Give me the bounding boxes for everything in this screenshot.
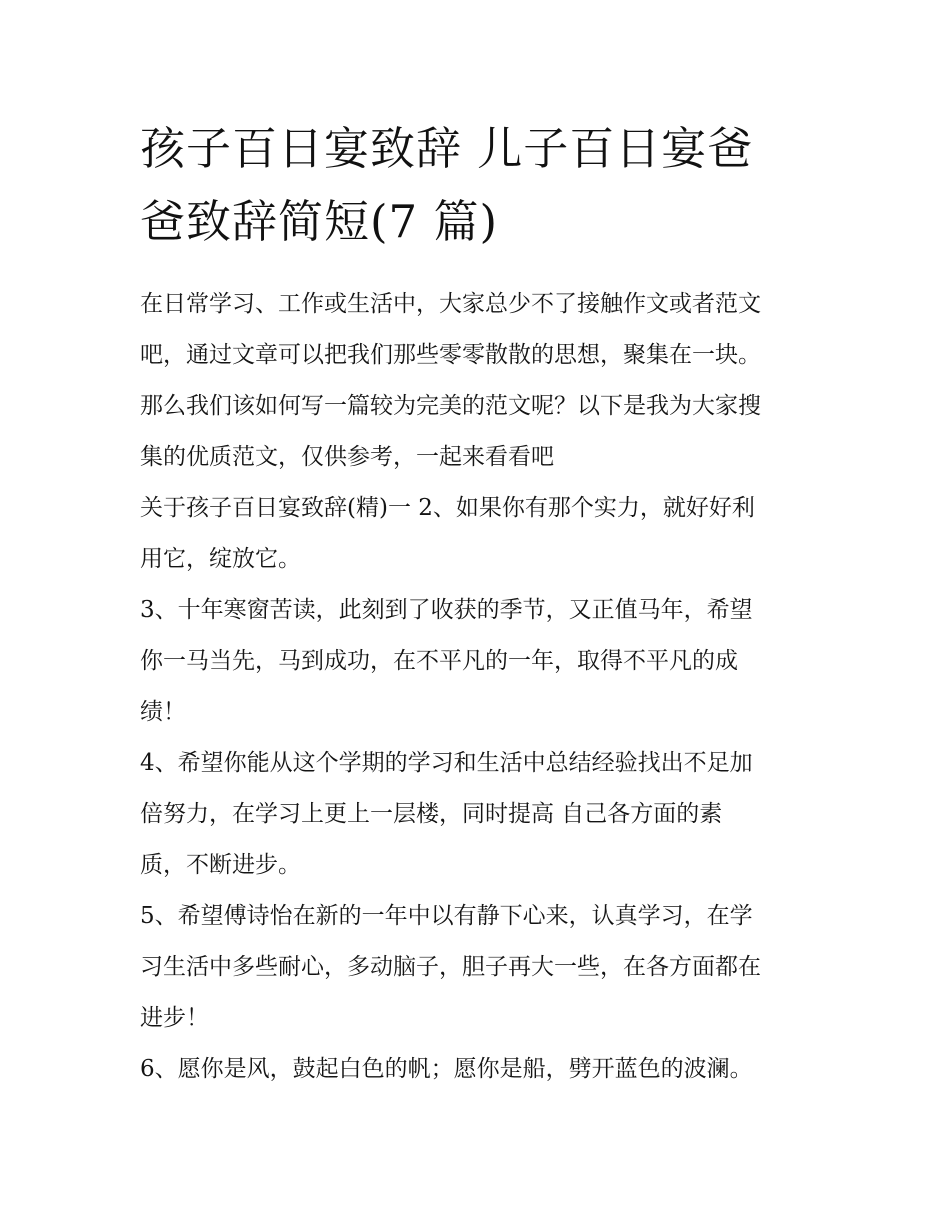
item-paragraph-6	[140, 1044, 812, 1095]
text-line: 进步！	[140, 1005, 209, 1031]
document-content	[140, 112, 812, 1095]
text-line: 6、愿你是风，鼓起白色的帆；愿你是船，劈开蓝色的波澜。	[140, 1056, 753, 1082]
text-line: 那么我们该如何写一篇较为完美的范文呢？以下是我为大家搜	[140, 393, 761, 419]
text-line: 倍努力，在学习上更上一层楼，同时提高 自己各方面的素	[140, 801, 723, 827]
text-line: 质，不断进步。	[140, 852, 301, 878]
text-line: 在日常学习、工作或生活中，大家总少不了接触作文或者范文	[140, 291, 761, 317]
text-line: 关于孩子百日宴致辞(精)一 2、如果你有那个实力，就好好利	[140, 495, 755, 521]
text-line: 你一马当先，马到成功，在不平凡的一年，取得不平凡的成	[140, 648, 738, 674]
text-line: 3、十年寒窗苦读，此刻到了收获的季节，又正值马年，希望	[140, 597, 753, 623]
item-paragraph-5	[140, 891, 812, 1044]
item-paragraph-4	[140, 738, 812, 891]
text-line: 5、希望傅诗怡在新的一年中以有静下心来，认真学习，在学	[140, 903, 753, 929]
text-line: 4、希望你能从这个学期的学习和生活中总结经验找出不足加	[140, 750, 753, 776]
text-line: 吧，通过文章可以把我们那些零零散散的思想，聚集在一块。	[140, 342, 761, 368]
title-line: 孩子百日宴致辞 儿子百日宴爸	[140, 122, 754, 175]
text-line: 绩！	[140, 699, 186, 725]
title-line: 爸致辞简短(7 篇)	[140, 195, 499, 248]
text-line: 用它，绽放它。	[140, 546, 301, 572]
intro-paragraph	[140, 279, 812, 483]
document-title	[140, 112, 812, 258]
item-paragraph-3	[140, 585, 812, 738]
text-line: 集的优质范文，仅供参考，一起来看看吧	[140, 444, 554, 470]
text-line: 习生活中多些耐心，多动脑子，胆子再大一些，在各方面都在	[140, 954, 761, 980]
item-paragraph-2	[140, 483, 812, 585]
